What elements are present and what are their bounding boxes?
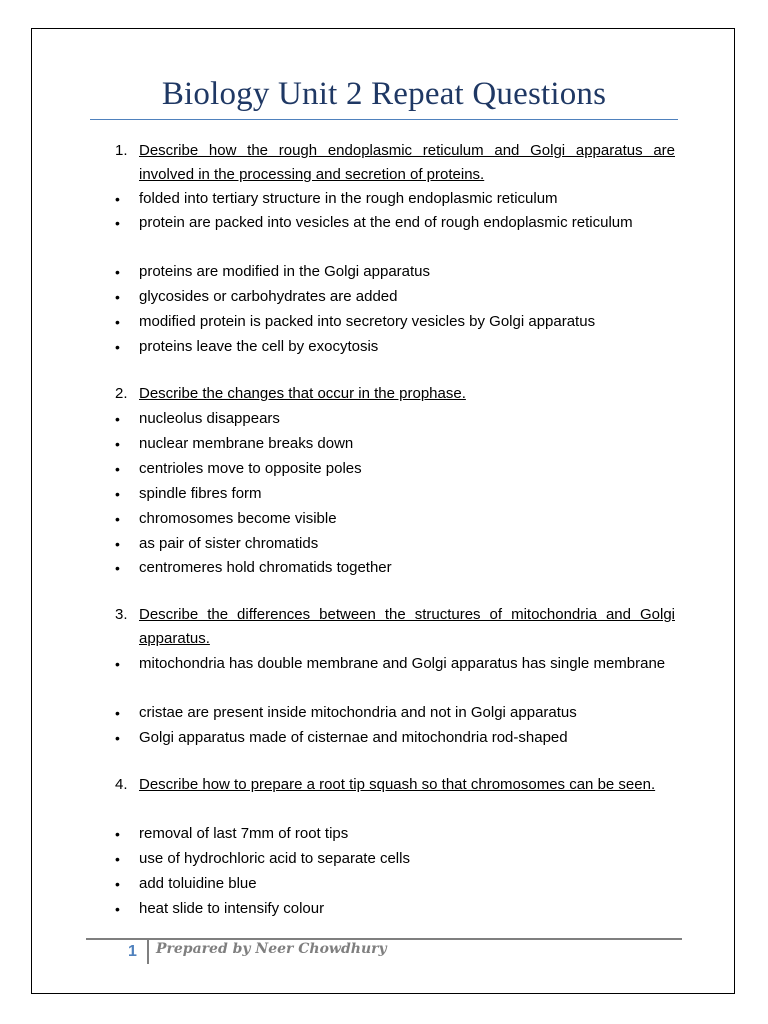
bullet-icon: • bbox=[115, 436, 120, 452]
answer-text: heat slide to intensify colour bbox=[139, 900, 325, 917]
question-text: Describe the differences between the structures of mitochondria and Golgi apparatus. bbox=[139, 606, 675, 647]
page-number: 1 bbox=[128, 943, 137, 960]
bullet-icon: • bbox=[115, 289, 120, 305]
answer-text: Golgi apparatus made of cisternae and mitochondria rod-shaped bbox=[139, 729, 568, 746]
answer-text: add toluidine blue bbox=[139, 875, 257, 892]
question-text: Describe how to prepare a root tip squash so that chromosomes can be seen. bbox=[139, 776, 656, 793]
bullet-icon: • bbox=[115, 215, 120, 231]
answer-text: chromosomes become visible bbox=[139, 510, 337, 527]
footer-author: Prepared by Neer Chowdhury bbox=[156, 941, 387, 957]
bullet-icon: • bbox=[115, 730, 120, 746]
bullet-icon: • bbox=[115, 411, 120, 427]
question-text: Describe how the rough endoplasmic reticulum and Golgi apparatus are involved in the processing and secretion of proteins. bbox=[139, 142, 675, 183]
footer-divider bbox=[86, 938, 682, 940]
question-number: 2. bbox=[115, 385, 128, 402]
answer-text: centromeres hold chromatids together bbox=[139, 559, 392, 576]
answer-text: as pair of sister chromatids bbox=[139, 535, 319, 552]
bullet-icon: • bbox=[115, 826, 120, 842]
bullet-icon: • bbox=[115, 656, 120, 672]
answer-text: folded into tertiary structure in the rough endoplasmic reticulum bbox=[139, 190, 558, 207]
answer-text: use of hydrochloric acid to separate cells bbox=[139, 850, 410, 867]
footer-separator bbox=[147, 940, 149, 964]
bullet-icon: • bbox=[115, 560, 120, 576]
bullet-icon: • bbox=[115, 536, 120, 552]
answer-text: nucleolus disappears bbox=[139, 410, 280, 427]
bullet-icon: • bbox=[115, 314, 120, 330]
bullet-icon: • bbox=[115, 511, 120, 527]
question-number: 3. bbox=[115, 606, 128, 623]
question-number: 4. bbox=[115, 776, 128, 793]
answer-text: glycosides or carbohydrates are added bbox=[139, 288, 398, 305]
answer-text: nuclear membrane breaks down bbox=[139, 435, 354, 452]
question-number: 1. bbox=[115, 142, 128, 159]
bullet-icon: • bbox=[115, 901, 120, 917]
title-underline bbox=[90, 119, 678, 120]
bullet-icon: • bbox=[115, 191, 120, 207]
bullet-icon: • bbox=[115, 264, 120, 280]
answer-text: mitochondria has double membrane and Golgi apparatus has single membrane bbox=[139, 655, 666, 672]
bullet-icon: • bbox=[115, 851, 120, 867]
page-title: Biology Unit 2 Repeat Questions bbox=[161, 76, 607, 112]
answer-text: protein are packed into vesicles at the end of rough endoplasmic reticulum bbox=[139, 214, 633, 231]
bullet-icon: • bbox=[115, 876, 120, 892]
answer-text: modified protein is packed into secretory vesicles by Golgi apparatus bbox=[139, 313, 596, 330]
bullet-icon: • bbox=[115, 705, 120, 721]
answer-text: proteins are modified in the Golgi apparatus bbox=[139, 263, 431, 280]
answer-text: proteins leave the cell by exocytosis bbox=[139, 338, 379, 355]
bullet-icon: • bbox=[115, 461, 120, 477]
answer-text: removal of last 7mm of root tips bbox=[139, 825, 349, 842]
bullet-icon: • bbox=[115, 339, 120, 355]
answer-text: spindle fibres form bbox=[139, 485, 262, 502]
bullet-icon: • bbox=[115, 486, 120, 502]
question-text: Describe the changes that occur in the prophase. bbox=[139, 385, 466, 402]
answer-text: centrioles move to opposite poles bbox=[139, 460, 362, 477]
answer-text: cristae are present inside mitochondria and not in Golgi apparatus bbox=[139, 704, 577, 721]
